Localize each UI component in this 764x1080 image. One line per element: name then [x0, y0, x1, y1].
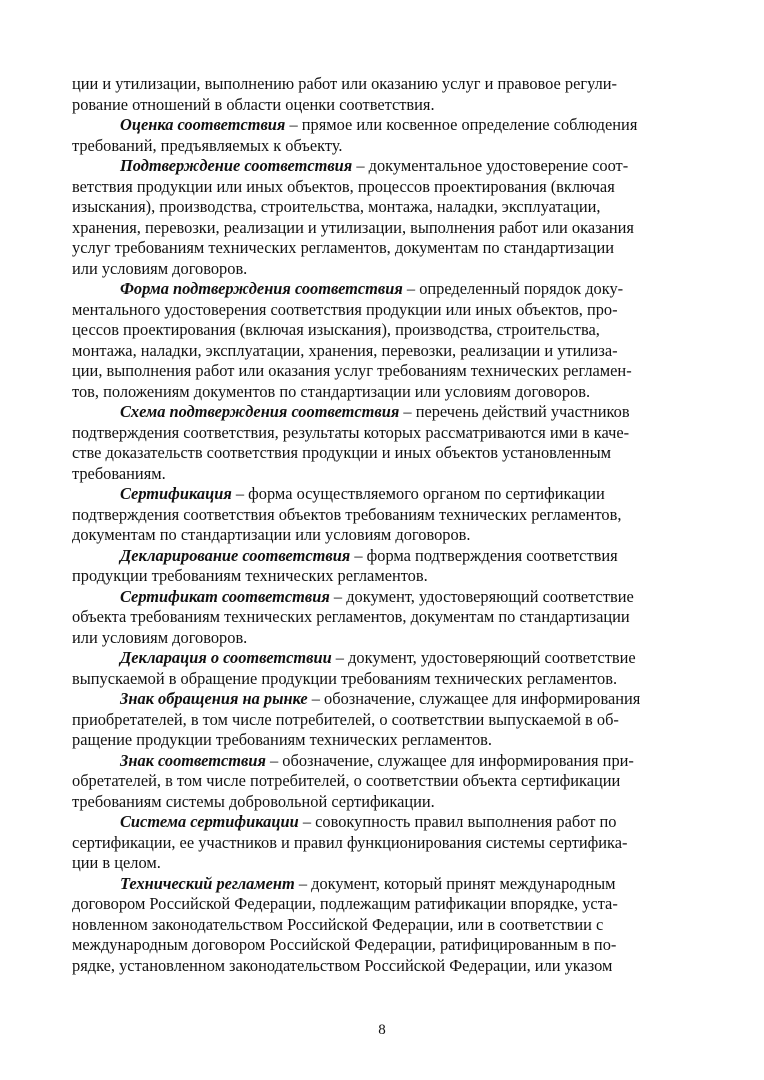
- definition-paragraph: [72, 156, 693, 279]
- text-line: международным договором Российской Федерации, ратифицированным в по-: [72, 935, 617, 954]
- text-line: Форма подтверждения соответствия – определенный порядок доку-: [120, 279, 624, 298]
- text-line: стве доказательств соответствия продукции и иных объектов установленным: [72, 443, 612, 462]
- text-line: сертификации, ее участников и правил функционирования системы сертифика-: [72, 832, 628, 852]
- term-heading: Подтверждение соответствия: [120, 156, 353, 175]
- text-line: или условиям договоров.: [72, 258, 248, 278]
- text-line: Сертификация – форма осуществляемого органом по сертификации: [120, 484, 605, 503]
- text-line: рование отношений в области оценки соответствия.: [72, 94, 435, 114]
- term-heading: Знак обращения на рынке: [120, 689, 308, 708]
- text-line: Подтверждение соответствия – документальное удостоверение соот-: [120, 156, 629, 175]
- text-line: монтажа, наладки, эксплуатации, хранения, перевозки, реализации и утилиза-: [72, 340, 618, 360]
- text-paragraph: [72, 74, 693, 115]
- term-heading: Оценка соответствия: [120, 115, 286, 134]
- text-line: приобретателей, в том числе потребителей, о соответствии выпускаемой в об-: [72, 709, 619, 729]
- text-line: подтверждения соответствия объектов требованиям технических регламентов,: [72, 504, 622, 524]
- text-line: ции в целом.: [72, 853, 161, 872]
- term-heading: Схема подтверждения соответствия: [120, 402, 400, 421]
- text-line: продукции требованиям технических регламентов.: [72, 566, 428, 585]
- text-line: Оценка соответствия – прямое или косвенное определение соблюдения: [120, 115, 638, 134]
- page-body: [72, 74, 693, 976]
- definition-paragraph: [72, 115, 693, 156]
- term-heading: Технический регламент: [120, 873, 295, 893]
- definition-paragraph: [72, 484, 693, 546]
- term-heading: Система сертификации: [120, 812, 299, 831]
- text-line: Декларация о соответствии – документ, удостоверяющий соответствие: [120, 648, 636, 667]
- definition-paragraph: [72, 279, 693, 402]
- text-line: тов, положениям документов по стандартизации или условиям договоров.: [72, 381, 591, 401]
- text-line: требований, предъявляемых к объекту.: [72, 135, 343, 155]
- text-line: хранения, перевозки, реализации и утилизации, выполнения работ или оказания: [72, 217, 634, 237]
- text-line: ветствия продукции или иных объектов, процессов проектирования (включая: [72, 176, 615, 196]
- text-line: или условиям договоров.: [72, 627, 248, 647]
- term-heading: Знак соответствия: [120, 750, 266, 770]
- text-line: объекта требованиям технических регламентов, документам по стандартизации: [72, 607, 630, 626]
- term-heading: Сертификат соответствия: [120, 586, 330, 606]
- text-line: ращение продукции требованиям технических регламентов.: [72, 730, 493, 749]
- definition-paragraph: [72, 874, 693, 977]
- text-line: ции, выполнения работ или оказания услуг требованиям технических регламен-: [72, 361, 632, 380]
- definition-paragraph: [72, 751, 693, 813]
- text-line: Система сертификации – совокупность правил выполнения работ по: [120, 812, 617, 831]
- page-number: 8: [378, 1022, 386, 1038]
- text-line: Декларирование соответствия – форма подтверждения соответствия: [120, 545, 618, 565]
- text-line: цессов проектирования (включая изыскания), производства, строительства,: [72, 320, 600, 339]
- definition-paragraph: [72, 812, 693, 874]
- text-line: изыскания), производства, строительства, монтажа, наладки, эксплуатации,: [72, 197, 601, 216]
- definition-paragraph: [72, 689, 693, 751]
- text-line: выпускаемой в обращение продукции требованиям технических регламентов.: [72, 668, 618, 688]
- definition-paragraph: [72, 402, 693, 484]
- text-line: Знак обращения на рынке – обозначение, служащее для информирования: [120, 689, 641, 708]
- text-line: требованиям системы добровольной сертификации.: [72, 791, 435, 811]
- term-heading: Сертификация: [120, 484, 232, 503]
- text-line: рядке, установленном законодательством Российской Федерации, или указом: [72, 955, 613, 975]
- text-line: Сертификат соответствия – документ, удостоверяющий соответствие: [120, 586, 634, 606]
- text-line: ментального удостоверения соответствия продукции или иных объектов, про-: [72, 299, 618, 319]
- text-line: обретателей, в том числе потребителей, о соответствии объекта сертификации: [72, 771, 621, 790]
- text-line: договором Российской Федерации, подлежащим ратификации впорядке, уста-: [72, 894, 618, 913]
- text-line: документам по стандартизации или условиям договоров.: [72, 525, 471, 544]
- text-line: Схема подтверждения соответствия – перечень действий участников: [120, 402, 630, 421]
- text-line: Знак соответствия – обозначение, служащее для информирования при-: [120, 750, 634, 770]
- text-line: подтверждения соответствия, результаты которых рассматриваются ими в каче-: [72, 422, 630, 442]
- definition-paragraph: [72, 648, 693, 689]
- text-line: ции и утилизации, выполнению работ или оказанию услуг и правовое регули-: [72, 74, 617, 93]
- text-line: Технический регламент – документ, который принят международным: [120, 873, 616, 893]
- text-line: услуг требованиям технических регламентов, документам по стандартизации: [72, 238, 614, 257]
- definition-paragraph: [72, 546, 693, 587]
- term-heading: Форма подтверждения соответствия: [120, 279, 403, 298]
- definition-paragraph: [72, 587, 693, 649]
- text-line: требованиям.: [72, 463, 166, 483]
- text-line: новленном законодательством Российской Федерации, или в соответствии с: [72, 914, 604, 934]
- term-heading: Декларация о соответствии: [120, 648, 332, 667]
- term-heading: Декларирование соответствия: [120, 545, 351, 565]
